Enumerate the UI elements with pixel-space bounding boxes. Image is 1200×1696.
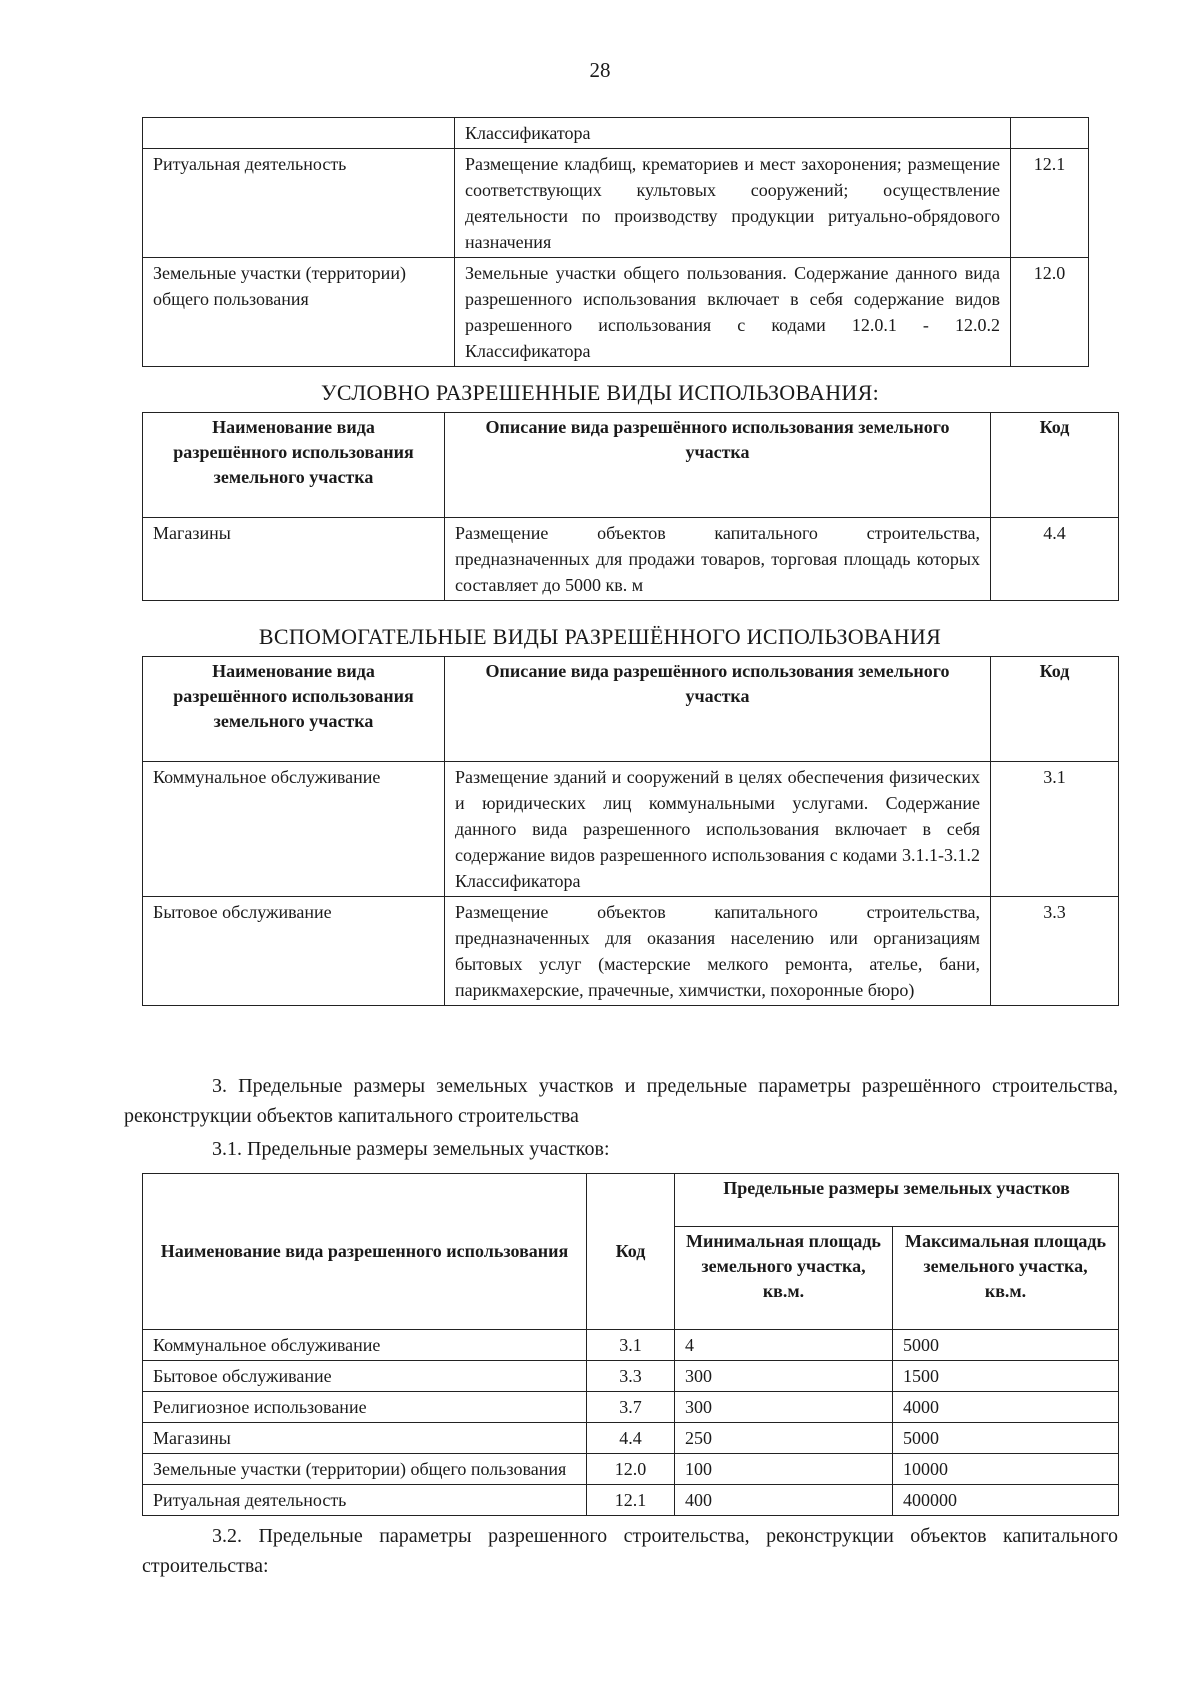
header-max-area: Максимальная площадь земельного участка, кв.м. [893, 1227, 1119, 1330]
code-cell: 4.4 [587, 1423, 675, 1454]
name-cell [143, 118, 455, 149]
plot-size-table [142, 1173, 1119, 1516]
max-area-cell: 10000 [893, 1454, 1119, 1485]
header-name: Наименование вида разрешённого использования земельного участка [143, 657, 445, 762]
code-cell [1011, 118, 1089, 149]
code-cell: 3.3 [991, 897, 1119, 1006]
code-cell: 4.4 [991, 518, 1119, 601]
table-row [143, 149, 1089, 258]
header-code: Код [991, 413, 1119, 518]
section-3-2-paragraph: 3.2. Предельные параметры разрешенного строительства, реконструкции объектов капитального строительства: [142, 1525, 1118, 1577]
name-cell: Магазины [143, 1423, 587, 1454]
table-row [143, 1330, 1119, 1361]
name-cell: Коммунальное обслуживание [143, 762, 445, 897]
min-area-cell: 100 [675, 1454, 893, 1485]
name-cell: Бытовое обслуживание [143, 897, 445, 1006]
code-cell: 12.1 [1011, 149, 1089, 258]
max-area-cell: 400000 [893, 1485, 1119, 1516]
header-min-area: Минимальная площадь земельного участка, кв.м. [675, 1227, 893, 1330]
description-cell: Размещение объектов капитального строительства, предназначенных для продажи товаров, торговая площадь которых составляет до 5000 кв. м [445, 518, 991, 601]
header-description: Описание вида разрешённого использования земельного участка [445, 413, 991, 518]
table-row [143, 1361, 1119, 1392]
description-cell: Размещение кладбищ, крематориев и мест захоронения; размещение соответствующих культовых сооружений; осуществление деятельности по производству продукции ритуально-обрядового назначения [455, 149, 1011, 258]
table-row [143, 1454, 1119, 1485]
header-name: Наименование вида разрешённого использования земельного участка [143, 413, 445, 518]
code-cell: 12.0 [1011, 258, 1089, 367]
table-row [143, 897, 1119, 1006]
section-3-1-heading: 3.1. Предельные размеры земельных участков: [212, 1138, 610, 1160]
name-cell: Ритуальная деятельность [143, 149, 455, 258]
name-cell: Религиозное использование [143, 1392, 587, 1423]
auxiliary-uses-table [142, 656, 1119, 1006]
continuation-table [142, 117, 1089, 367]
max-area-cell: 5000 [893, 1330, 1119, 1361]
table-header-row [143, 657, 1119, 762]
name-cell: Земельные участки (территории) общего пользования [143, 258, 455, 367]
min-area-cell: 400 [675, 1485, 893, 1516]
min-area-cell: 300 [675, 1361, 893, 1392]
description-cell: Размещение объектов капитального строительства, предназначенных для оказания населению или организациям бытовых услуг (мастерские мелкого ремонта, ателье, бани, парикмахерские, прачечные, химчистки, похоронные бюро) [445, 897, 991, 1006]
name-cell: Коммунальное обслуживание [143, 1330, 587, 1361]
code-cell: 12.0 [587, 1454, 675, 1485]
code-cell: 3.1 [587, 1330, 675, 1361]
table-header-row [143, 1174, 1119, 1227]
table-row [143, 1392, 1119, 1423]
min-area-cell: 300 [675, 1392, 893, 1423]
description-cell: Классификатора [455, 118, 1011, 149]
description-cell: Размещение зданий и сооружений в целях обеспечения физических и юридических лиц коммунальными услугами. Содержание данного вида разрешенного использования включает в себя содержание видов разрешенного использования с кодами 3.1.1-3.1.2 Классификатора [445, 762, 991, 897]
table-row [143, 1423, 1119, 1454]
header-group: Предельные размеры земельных участков [675, 1174, 1119, 1227]
table-header-row [143, 413, 1119, 518]
header-code: Код [587, 1174, 675, 1330]
header-code: Код [991, 657, 1119, 762]
header-name: Наименование вида разрешенного использования [143, 1174, 587, 1330]
table-row [143, 258, 1089, 367]
page-number: 28 [589, 58, 611, 82]
max-area-cell: 4000 [893, 1392, 1119, 1423]
table-row [143, 518, 1119, 601]
code-cell: 3.7 [587, 1392, 675, 1423]
name-cell: Земельные участки (территории) общего пользования [143, 1454, 587, 1485]
code-cell: 3.3 [587, 1361, 675, 1392]
conditional-uses-table [142, 412, 1119, 601]
table-row [143, 762, 1119, 897]
code-cell: 12.1 [587, 1485, 675, 1516]
header-description: Описание вида разрешённого использования земельного участка [445, 657, 991, 762]
name-cell: Бытовое обслуживание [143, 1361, 587, 1392]
max-area-cell: 1500 [893, 1361, 1119, 1392]
name-cell: Магазины [143, 518, 445, 601]
code-cell: 3.1 [991, 762, 1119, 897]
max-area-cell: 5000 [893, 1423, 1119, 1454]
table-row [143, 118, 1089, 149]
conditional-uses-title: УСЛОВНО РАЗРЕШЕННЫЕ ВИДЫ ИСПОЛЬЗОВАНИЯ: [320, 380, 879, 405]
auxiliary-uses-title: ВСПОМОГАТЕЛЬНЫЕ ВИДЫ РАЗРЕШЁННОГО ИСПОЛЬЗОВАНИЯ [258, 624, 942, 649]
section-3-paragraph: 3. Предельные размеры земельных участков и предельные параметры разрешённого строительства, реконструкции объектов капитального строительства [124, 1075, 1118, 1127]
table-row [143, 1485, 1119, 1516]
min-area-cell: 4 [675, 1330, 893, 1361]
name-cell: Ритуальная деятельность [143, 1485, 587, 1516]
min-area-cell: 250 [675, 1423, 893, 1454]
description-cell: Земельные участки общего пользования. Содержание данного вида разрешенного использования включает в себя содержание видов разрешенного использования с кодами 12.0.1 - 12.0.2 Классификатора [455, 258, 1011, 367]
